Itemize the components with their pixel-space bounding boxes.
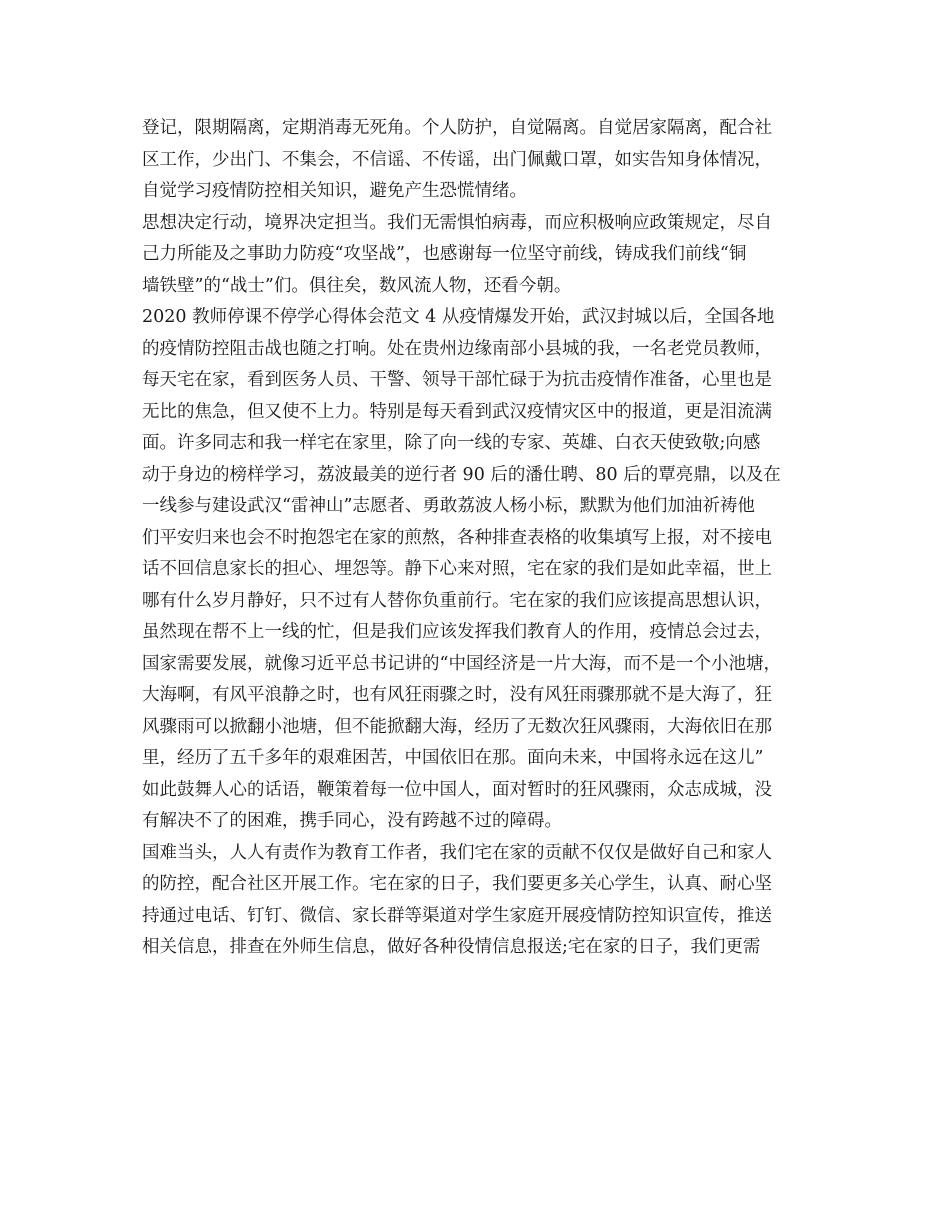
text-line: 大海啊，有风平浪静之时，也有风狂雨骤之时，没有风狂雨骤那就不是大海了，狂 [142,685,772,705]
text-line: 思想决定行动，境界决定担当。我们无需惧怕病毒，而应积极响应政策规定，尽自 [142,212,772,233]
text-line: 有解决不了的困难，携手同心，没有跨越不过的障碍。 [142,811,562,831]
text-line: 每天宅在家，看到医务人员、干警、领导干部忙碌于为抗击疫情作准备，心里也是 [142,370,772,390]
text-line: 区工作，少出门、不集会，不信谣、不传谣，出门佩戴口罩，如实告知身体情况， [142,149,772,170]
text-line: 一线参与建设武汉“雷神山”志愿者、勇敢荔波人杨小标，默默为他们加油祈祷他 [142,496,755,516]
text-line: 自觉学习疫情防控相关知识，避免产生恐慌情绪。 [142,181,527,201]
text-line: 相关信息，排查在外师生信息，做好各种役情信息报送;宅在家的日子，我们更需 [142,937,761,957]
text-line: 哪有什么岁月静好，只不过有人替你负重前行。宅在家的我们应该提高思想认识， [142,590,772,611]
text-line: 的疫情防控阻击战也随之打响。处在贵州边缘南部小县城的我，一名老党员教师， [142,338,772,359]
text-line: 虽然现在帮不上一线的忙，但是我们应该发挥我们教育人的作用，疫情总会过去， [142,622,772,642]
text-line: 如此鼓舞人心的话语，鞭策着每一位中国人，面对暂时的狂风骤雨，众志成城，没 [142,779,772,800]
text-line: 持通过电话、钉钉、微信、家长群等渠道对学生家庭开展疫情防控知识宣传，推送 [142,905,772,926]
text-line: 风骤雨可以掀翻小池塘，但不能掀翻大海，经历了无数次狂风骤雨，大海依旧在那 [142,716,772,737]
text-line: 己力所能及之事助力防疫“攻坚战”，也感谢每一位坚守前线，铸成我们前线“铜 [142,244,747,264]
text-line: 墙铁壁”的“战士”们。俱往矣，数风流人物，还看今朝。 [142,275,572,296]
text-line: 面。许多同志和我一样宅在家里，除了向一线的专家、英雄、白衣天使致敬;向感 [142,433,761,453]
text-line: 里，经历了五千多年的艰难困苦，中国依旧在那。面向未来，中国将永远在这儿” [142,748,764,768]
text-line: 登记，限期隔离，定期消毒无死角。个人防护，自觉隔离。自觉居家隔离，配合社 [142,118,772,138]
text-line: 国家需要发展，就像习近平总书记讲的“中国经济是一片大海，而不是一个小池塘， [142,653,781,674]
text-line: 2020 教师停课不停学心得体会范文 4 从疫情爆发开始，武汉封城以后，全国各地 [142,307,775,327]
text-line: 话不回信息家长的担心、埋怨等。静下心来对照，宅在家的我们是如此幸福，世上 [142,559,772,579]
text-line: 国难当头，人人有责作为教育工作者，我们宅在家的贡献不仅仅是做好自己和家人 [142,842,772,863]
text-line: 动于身边的榜样学习，荔波最美的逆行者 90 后的潘仕聘、80 后的覃亮鼎，以及在 [142,464,781,485]
document-body [142,113,842,964]
text-line: 们平安归来也会不时抱怨宅在家的煎熬，各种排查表格的收集填写上报，对不接电 [142,527,772,548]
text-line: 无比的焦急，但又使不上力。特别是每天看到武汉疫情灾区中的报道，更是泪流满 [142,401,772,422]
text-line: 的防控，配合社区开展工作。宅在家的日子，我们要更多关心学生，认真、耐心坚 [142,874,772,894]
